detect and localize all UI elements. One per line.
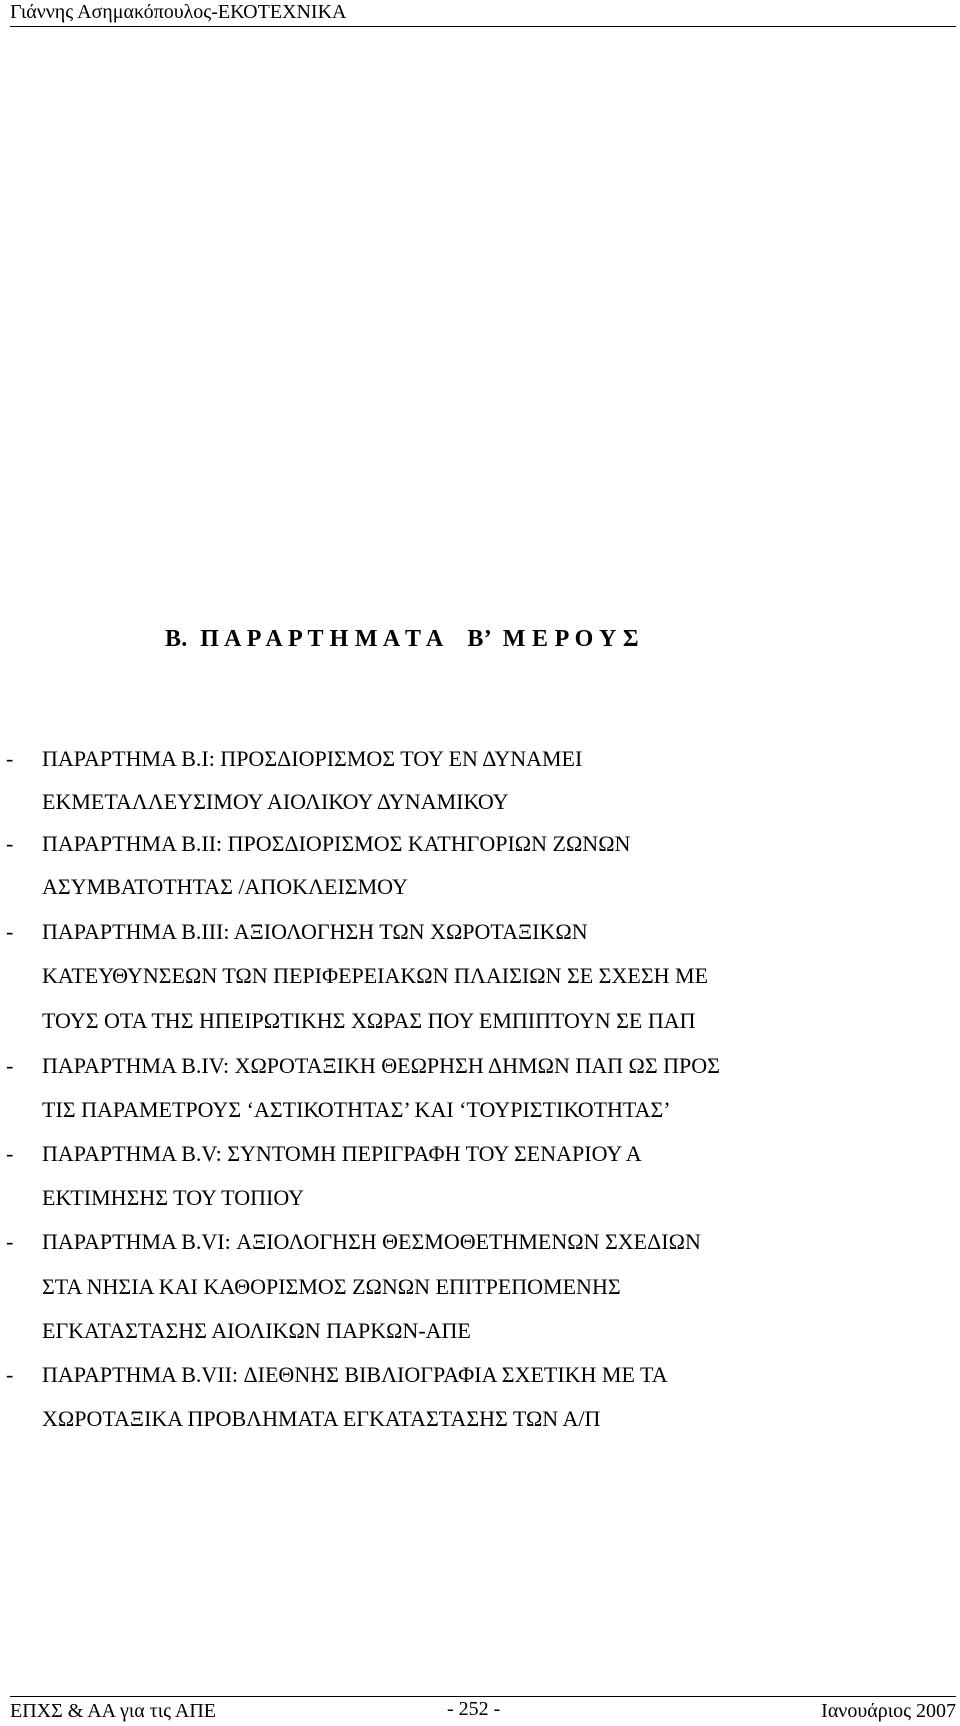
list-dash: -	[6, 746, 14, 771]
list-dash: -	[6, 919, 14, 944]
footer-date: Ιανουάριος 2007	[821, 1700, 956, 1722]
annex-1-line-1: ΠΑΡΑΡΤΗΜΑ Β.Ι: ΠΡΟΣΔΙΟΡΙΣΜΟΣ ΤΟΥ ΕΝ ΔΥΝΑΜΕΙ	[42, 746, 583, 771]
annex-4-line-2: ΤΙΣ ΠΑΡΑΜΕΤΡΟΥΣ ‘ΑΣΤΙΚΟΤΗΤΑΣ’ ΚΑΙ ‘ΤΟΥΡΙΣΤΙΚΟΤΗΤΑΣ’	[42, 1097, 671, 1122]
annex-6-line-3: ΕΓΚΑΤΑΣΤΑΣΗΣ ΑΙΟΛΙΚΩΝ ΠΑΡΚΩΝ-ΑΠΕ	[42, 1318, 471, 1343]
annex-3-line-3: ΤΟΥΣ ΟΤΑ ΤΗΣ ΗΠΕΙΡΩΤΙΚΗΣ ΧΩΡΑΣ ΠΟΥ ΕΜΠΙΠΤΟΥΝ ΣΕ ΠΑΠ	[42, 1008, 696, 1033]
list-dash: -	[6, 831, 14, 856]
annex-2-line-2: ΑΣΥΜΒΑΤΟΤΗΤΑΣ /ΑΠΟΚΛΕΙΣΜΟΥ	[42, 874, 408, 899]
header-text: Γιάννης Ασημακόπουλος-ΕΚΟΤΕΧΝΙΚΑ	[10, 1, 347, 23]
list-dash: -	[6, 1229, 14, 1254]
page-header	[10, 0, 956, 27]
annex-7-line-1: ΠΑΡΑΡΤΗΜΑ Β.VII: ΔΙΕΘΝΗΣ ΒΙΒΛΙΟΓΡΑΦΙΑ ΣΧΕΤΙΚΗ ΜΕ ΤΑ	[42, 1362, 668, 1387]
section-title: Β. Π Α Ρ Α Ρ Τ Η Μ Α Τ Α Β’ Μ Ε Ρ Ο Υ Σ	[165, 626, 639, 652]
annex-2-line-1: ΠΑΡΑΡΤΗΜΑ Β.ΙΙ: ΠΡΟΣΔΙΟΡΙΣΜΟΣ ΚΑΤΗΓΟΡΙΩΝ ΖΩΝΩΝ	[42, 831, 631, 856]
list-dash: -	[6, 1362, 14, 1387]
annex-6-line-1: ΠΑΡΑΡΤΗΜΑ Β.VI: ΑΞΙΟΛΟΓΗΣΗ ΘΕΣΜΟΘΕΤΗΜΕΝΩΝ ΣΧΕΔΙΩΝ	[42, 1229, 701, 1254]
list-dash: -	[6, 1053, 14, 1078]
page-footer	[10, 1696, 956, 1725]
annex-4-line-1: ΠΑΡΑΡΤΗΜΑ Β.IV: ΧΩΡΟΤΑΞΙΚΗ ΘΕΩΡΗΣΗ ΔΗΜΩΝ ΠΑΠ ΩΣ ΠΡΟΣ	[42, 1053, 720, 1078]
annex-7-line-2: ΧΩΡΟΤΑΞΙΚΑ ΠΡΟΒΛΗΜΑΤΑ ΕΓΚΑΤΑΣΤΑΣΗΣ ΤΩΝ Α/Π	[42, 1406, 601, 1431]
annex-3-line-2: ΚΑΤΕΥΘΥΝΣΕΩΝ ΤΩΝ ΠΕΡΙΦΕΡΕΙΑΚΩΝ ΠΛΑΙΣΙΩΝ ΣΕ ΣΧΕΣΗ ΜΕ	[42, 963, 709, 988]
annex-3-line-1: ΠΑΡΑΡΤΗΜΑ Β.ΙΙΙ: ΑΞΙΟΛΟΓΗΣΗ ΤΩΝ ΧΩΡΟΤΑΞΙΚΩΝ	[42, 919, 588, 944]
footer-left: ΕΠΧΣ & ΑΑ για τις ΑΠΕ	[10, 1700, 217, 1722]
annex-1-line-2: ΕΚΜΕΤΑΛΛΕΥΣΙΜΟΥ ΑΙΟΛΙΚΟΥ ΔΥΝΑΜΙΚΟΥ	[42, 789, 509, 814]
annex-5-line-1: ΠΑΡΑΡΤΗΜΑ Β.V: ΣΥΝΤΟΜΗ ΠΕΡΙΓΡΑΦΗ ΤΟΥ ΣΕΝΑΡΙΟΥ Α	[42, 1141, 642, 1166]
annex-6-line-2: ΣΤΑ ΝΗΣΙΑ ΚΑΙ ΚΑΘΟΡΙΣΜΟΣ ΖΩΝΩΝ ΕΠΙΤΡΕΠΟΜΕΝΗΣ	[42, 1274, 621, 1299]
annex-5-line-2: ΕΚΤΙΜΗΣΗΣ ΤΟΥ ΤΟΠΙΟΥ	[42, 1185, 305, 1210]
list-dash: -	[6, 1141, 14, 1166]
page-number: - 252 -	[447, 1698, 501, 1720]
